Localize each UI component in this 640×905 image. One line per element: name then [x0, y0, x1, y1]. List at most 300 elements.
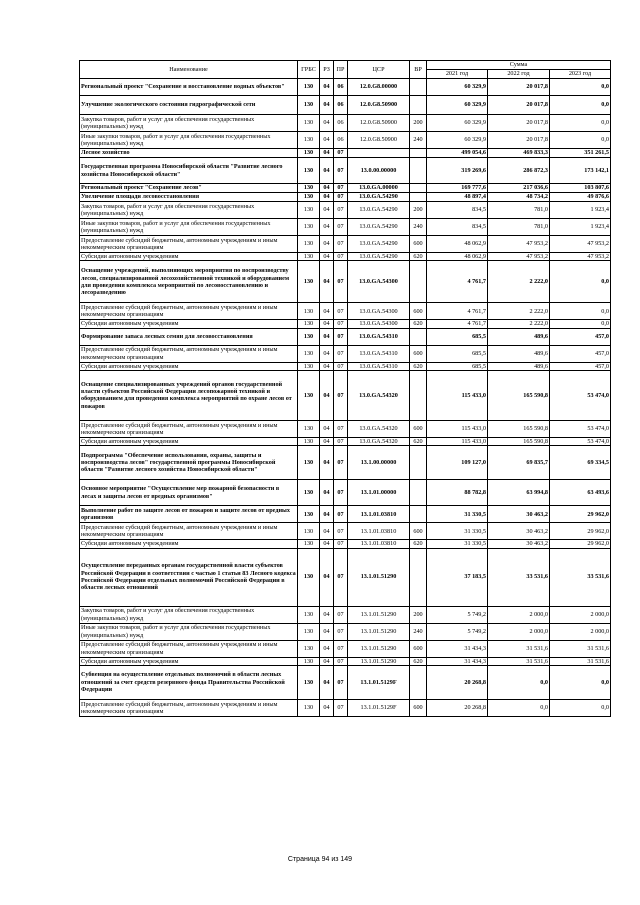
cell-csr: 13.0.GA.54300: [348, 303, 410, 320]
cell-rz: 04: [320, 540, 334, 548]
cell-grbs: 130: [298, 640, 320, 657]
cell-rz: 04: [320, 548, 334, 606]
cell-name: Закупка товаров, работ и услуг для обеспечения государственных (муниципальных) нужд: [80, 202, 298, 219]
table-header-row: [80, 61, 611, 70]
cell-2023: 31 531,6: [550, 640, 611, 657]
cell-name: Предоставление субсидий бюджетным, автономным учреждениям и иным некоммерческим организациям: [80, 699, 298, 716]
cell-2023: 53 474,0: [550, 370, 611, 420]
cell-2021: 31 434,3: [427, 640, 488, 657]
cell-2022: 30 463,2: [488, 523, 550, 540]
budget-document: [79, 60, 610, 717]
cell-csr: 13.0.GA.54310: [348, 345, 410, 362]
table-row: [80, 303, 611, 320]
cell-2023: 47 953,2: [550, 253, 611, 261]
cell-name: Оснащение специализированных учреждений органов государственной власти субъектов Российской Федерации лесопожарной техникой и оборудованием для проведения комплекса мероприятий по охране лесов от пожаров: [80, 370, 298, 420]
cell-grbs: 130: [298, 699, 320, 716]
cell-name: Предоставление субсидий бюджетным, автономным учреждениям и иным некоммерческим организациям: [80, 236, 298, 253]
cell-rz: 04: [320, 623, 334, 640]
cell-vr: [410, 665, 427, 699]
cell-pr: 07: [334, 370, 348, 420]
cell-2022: 63 994,8: [488, 480, 550, 506]
table-row: [80, 79, 611, 96]
cell-grbs: 130: [298, 303, 320, 320]
cell-rz: 04: [320, 303, 334, 320]
cell-vr: 240: [410, 132, 427, 149]
cell-name: Осуществление переданных органам государственной власти субъектов Российской Федерации в соответствии с частью 1 статьи 83 Лесного кодекса Российской Федерации отдельных полномочий Российской Федерации в области лесных отношений: [80, 548, 298, 606]
cell-pr: 07: [334, 446, 348, 480]
cell-csr: 12.0.G8.00000: [348, 79, 410, 96]
cell-grbs: 130: [298, 437, 320, 445]
cell-2022: 20 017,8: [488, 79, 550, 96]
cell-rz: 04: [320, 320, 334, 328]
cell-grbs: 130: [298, 132, 320, 149]
header-rz: РЗ: [320, 61, 334, 79]
cell-vr: [410, 158, 427, 184]
table-row: [80, 506, 611, 523]
cell-2023: 0,0: [550, 261, 611, 303]
cell-2022: 20 017,8: [488, 96, 550, 115]
cell-2022: 165 590,8: [488, 370, 550, 420]
cell-pr: 07: [334, 523, 348, 540]
cell-name: Закупка товаров, работ и услуг для обеспечения государственных (муниципальных) нужд: [80, 115, 298, 132]
cell-rz: 04: [320, 606, 334, 623]
cell-2021: 4 761,7: [427, 303, 488, 320]
cell-vr: 620: [410, 320, 427, 328]
cell-2023: 0,0: [550, 665, 611, 699]
table-row: [80, 437, 611, 445]
cell-pr: 07: [334, 253, 348, 261]
cell-pr: 07: [334, 540, 348, 548]
table-row: [80, 96, 611, 115]
cell-pr: 07: [334, 328, 348, 345]
cell-csr: 13.0.GA.54300: [348, 261, 410, 303]
cell-grbs: 130: [298, 79, 320, 96]
cell-csr: 13.0.GA.00000: [348, 184, 410, 193]
cell-2021: 319 269,6: [427, 158, 488, 184]
cell-2023: 1 923,4: [550, 219, 611, 236]
cell-grbs: 130: [298, 328, 320, 345]
cell-2022: 69 835,7: [488, 446, 550, 480]
cell-2021: 5 749,2: [427, 623, 488, 640]
header-grbs: ГРБС: [298, 61, 320, 79]
table-row: [80, 446, 611, 480]
cell-rz: 04: [320, 149, 334, 158]
cell-csr: 13.1.01.03810: [348, 523, 410, 540]
cell-2022: 2 000,0: [488, 606, 550, 623]
cell-grbs: 130: [298, 202, 320, 219]
cell-2023: 29 962,0: [550, 523, 611, 540]
cell-name: Подпрограмма "Обеспечение использования, охраны, защиты и воспроизводства лесов" государственной программы Новосибирской области "Развитие лесного хозяйства Новосибирской области": [80, 446, 298, 480]
cell-rz: 04: [320, 184, 334, 193]
cell-name: Субсидии автономным учреждениям: [80, 253, 298, 261]
cell-2022: 48 734,2: [488, 193, 550, 202]
cell-2022: 0,0: [488, 665, 550, 699]
cell-pr: 07: [334, 437, 348, 445]
cell-grbs: 130: [298, 540, 320, 548]
cell-vr: 620: [410, 362, 427, 370]
cell-name: Субсидии автономным учреждениям: [80, 362, 298, 370]
cell-2022: 165 590,8: [488, 437, 550, 445]
cell-grbs: 130: [298, 236, 320, 253]
cell-2021: 60 329,9: [427, 79, 488, 96]
cell-grbs: 130: [298, 115, 320, 132]
table-row: [80, 132, 611, 149]
cell-2023: 33 531,6: [550, 548, 611, 606]
cell-2021: 115 433,0: [427, 420, 488, 437]
cell-2021: 60 329,9: [427, 132, 488, 149]
cell-name: Закупка товаров, работ и услуг для обеспечения государственных (муниципальных) нужд: [80, 606, 298, 623]
header-name: Наименование: [80, 61, 298, 79]
cell-grbs: 130: [298, 261, 320, 303]
cell-name: Иные закупки товаров, работ и услуг для обеспечения государственных (муниципальных) нужд: [80, 623, 298, 640]
cell-csr: 13.1.01.5129F: [348, 699, 410, 716]
cell-rz: 04: [320, 362, 334, 370]
cell-name: Субвенция на осуществление отдельных полномочий в области лесных отношений за счет средств резервного фонда Правительства Российской Федерации: [80, 665, 298, 699]
cell-name: Увеличение площади лесовосстановления: [80, 193, 298, 202]
cell-pr: 07: [334, 506, 348, 523]
cell-csr: 13.1.01.51290: [348, 606, 410, 623]
cell-grbs: 130: [298, 446, 320, 480]
table-row: [80, 420, 611, 437]
cell-csr: 13.1.01.00000: [348, 480, 410, 506]
cell-vr: [410, 149, 427, 158]
cell-grbs: 130: [298, 362, 320, 370]
cell-csr: 13.0.GA.54290: [348, 219, 410, 236]
cell-rz: 04: [320, 253, 334, 261]
cell-2021: 834,5: [427, 219, 488, 236]
cell-pr: 07: [334, 362, 348, 370]
cell-grbs: 130: [298, 506, 320, 523]
cell-name: Предоставление субсидий бюджетным, автономным учреждениям и иным некоммерческим организациям: [80, 523, 298, 540]
cell-vr: 200: [410, 115, 427, 132]
table-row: [80, 665, 611, 699]
cell-2023: 53 474,0: [550, 437, 611, 445]
cell-2023: 0,0: [550, 303, 611, 320]
cell-csr: 13.0.GA.54290: [348, 236, 410, 253]
cell-pr: 07: [334, 149, 348, 158]
cell-2023: 0,0: [550, 320, 611, 328]
cell-rz: 04: [320, 236, 334, 253]
cell-name: Субсидии автономным учреждениям: [80, 437, 298, 445]
header-vr: ВР: [410, 61, 427, 79]
table-row: [80, 149, 611, 158]
cell-rz: 04: [320, 370, 334, 420]
cell-2021: 31 330,5: [427, 506, 488, 523]
cell-2023: 53 474,0: [550, 420, 611, 437]
table-row: [80, 523, 611, 540]
cell-vr: [410, 96, 427, 115]
table-row: [80, 253, 611, 261]
cell-grbs: 130: [298, 623, 320, 640]
cell-grbs: 130: [298, 184, 320, 193]
cell-2022: 286 872,3: [488, 158, 550, 184]
table-row: [80, 370, 611, 420]
cell-vr: 240: [410, 219, 427, 236]
cell-pr: 07: [334, 184, 348, 193]
header-year-2023: 2023 год: [550, 70, 611, 79]
cell-vr: 200: [410, 202, 427, 219]
cell-2022: 2 222,0: [488, 320, 550, 328]
cell-vr: 600: [410, 420, 427, 437]
cell-csr: 13.0.GA.54290: [348, 193, 410, 202]
cell-pr: 07: [334, 193, 348, 202]
table-row: [80, 540, 611, 548]
cell-2022: 47 953,2: [488, 236, 550, 253]
cell-2023: 1 923,4: [550, 202, 611, 219]
cell-grbs: 130: [298, 480, 320, 506]
table-row: [80, 480, 611, 506]
cell-pr: 07: [334, 219, 348, 236]
cell-csr: 12.0.G8.50900: [348, 96, 410, 115]
cell-csr: [348, 149, 410, 158]
table-row: [80, 657, 611, 665]
cell-rz: 04: [320, 665, 334, 699]
cell-grbs: 130: [298, 219, 320, 236]
cell-2021: 4 761,7: [427, 320, 488, 328]
cell-vr: 620: [410, 540, 427, 548]
cell-csr: 13.0.GA.54320: [348, 370, 410, 420]
cell-rz: 04: [320, 328, 334, 345]
cell-2021: 20 268,8: [427, 665, 488, 699]
table-row: [80, 202, 611, 219]
header-sum: Сумма: [427, 61, 611, 70]
cell-pr: 07: [334, 699, 348, 716]
table-row: [80, 623, 611, 640]
cell-rz: 04: [320, 437, 334, 445]
cell-2023: 0,0: [550, 79, 611, 96]
cell-2021: 48 062,9: [427, 236, 488, 253]
cell-rz: 04: [320, 219, 334, 236]
cell-vr: 600: [410, 523, 427, 540]
cell-name: Оснащение учреждений, выполняющих мероприятия по воспроизводству лесов, специализированной лесохозяйственной техникой и оборудованием для проведения комплекса мероприятий по лесовосстановлению и лесоразведению: [80, 261, 298, 303]
cell-rz: 04: [320, 202, 334, 219]
cell-2022: 217 036,6: [488, 184, 550, 193]
cell-csr: 13.0.GA.54310: [348, 362, 410, 370]
cell-name: Субсидии автономным учреждениям: [80, 540, 298, 548]
cell-2022: 30 463,2: [488, 540, 550, 548]
cell-2021: 48 062,9: [427, 253, 488, 261]
cell-vr: 600: [410, 303, 427, 320]
cell-2023: 0,0: [550, 699, 611, 716]
cell-vr: 620: [410, 437, 427, 445]
cell-pr: 07: [334, 320, 348, 328]
table-row: [80, 193, 611, 202]
cell-vr: 600: [410, 345, 427, 362]
cell-2023: 63 493,6: [550, 480, 611, 506]
cell-2022: 781,0: [488, 219, 550, 236]
cell-grbs: 130: [298, 345, 320, 362]
cell-name: Иные закупки товаров, работ и услуг для обеспечения государственных (муниципальных) нужд: [80, 132, 298, 149]
cell-name: Государственная программа Новосибирской области "Развитие лесного хозяйства Новосибирской области": [80, 158, 298, 184]
cell-2021: 48 897,4: [427, 193, 488, 202]
cell-vr: 600: [410, 699, 427, 716]
table-row: [80, 184, 611, 193]
cell-2023: 49 876,6: [550, 193, 611, 202]
cell-grbs: 130: [298, 548, 320, 606]
page-number: Страница 94 из 149: [287, 856, 353, 863]
table-row: [80, 606, 611, 623]
cell-rz: 04: [320, 115, 334, 132]
cell-name: Улучшение экологического состояния гидрографической сети: [80, 96, 298, 115]
cell-pr: 07: [334, 665, 348, 699]
cell-2023: 457,0: [550, 362, 611, 370]
cell-pr: 07: [334, 640, 348, 657]
cell-rz: 04: [320, 480, 334, 506]
cell-vr: 600: [410, 640, 427, 657]
cell-name: Региональный проект "Сохранение лесов": [80, 184, 298, 193]
cell-grbs: 130: [298, 665, 320, 699]
cell-2021: 685,5: [427, 362, 488, 370]
cell-grbs: 130: [298, 657, 320, 665]
cell-csr: 13.1.01.03810: [348, 540, 410, 548]
cell-vr: [410, 79, 427, 96]
cell-2022: 2 222,0: [488, 261, 550, 303]
cell-2023: 103 807,6: [550, 184, 611, 193]
cell-pr: 07: [334, 420, 348, 437]
cell-name: Предоставление субсидий бюджетным, автономным учреждениям и иным некоммерческим организациям: [80, 303, 298, 320]
cell-csr: 13.1.01.5129F: [348, 665, 410, 699]
cell-2023: 29 962,0: [550, 540, 611, 548]
cell-2023: 0,0: [550, 96, 611, 115]
cell-vr: [410, 548, 427, 606]
cell-grbs: 130: [298, 370, 320, 420]
cell-pr: 06: [334, 96, 348, 115]
cell-grbs: 130: [298, 523, 320, 540]
header-year-2022: 2022 год: [488, 70, 550, 79]
cell-rz: 04: [320, 345, 334, 362]
budget-table: [79, 60, 611, 717]
cell-csr: 13.1.00.00000: [348, 446, 410, 480]
cell-pr: 07: [334, 548, 348, 606]
cell-rz: 04: [320, 96, 334, 115]
cell-rz: 04: [320, 79, 334, 96]
cell-pr: 06: [334, 115, 348, 132]
cell-2022: 31 531,6: [488, 640, 550, 657]
cell-2021: 115 433,0: [427, 370, 488, 420]
cell-rz: 04: [320, 132, 334, 149]
cell-2021: 5 749,2: [427, 606, 488, 623]
cell-pr: 07: [334, 202, 348, 219]
cell-rz: 04: [320, 420, 334, 437]
cell-name: Предоставление субсидий бюджетным, автономным учреждениям и иным некоммерческим организациям: [80, 420, 298, 437]
header-year-2021: 2021 год: [427, 70, 488, 79]
table-row: [80, 345, 611, 362]
cell-name: Субсидии автономным учреждениям: [80, 657, 298, 665]
cell-2022: 20 017,8: [488, 132, 550, 149]
cell-rz: 04: [320, 506, 334, 523]
cell-csr: 12.0.G8.50900: [348, 132, 410, 149]
cell-2023: 47 953,2: [550, 236, 611, 253]
cell-rz: 04: [320, 640, 334, 657]
cell-vr: [410, 446, 427, 480]
cell-2021: 685,5: [427, 345, 488, 362]
cell-name: Формирование запаса лесных семян для лесовосстановления: [80, 328, 298, 345]
cell-pr: 07: [334, 261, 348, 303]
cell-2022: 489,6: [488, 345, 550, 362]
cell-name: Иные закупки товаров, работ и услуг для обеспечения государственных (муниципальных) нужд: [80, 219, 298, 236]
cell-rz: 04: [320, 657, 334, 665]
cell-pr: 07: [334, 480, 348, 506]
cell-2023: 31 531,6: [550, 657, 611, 665]
cell-csr: 13.1.01.51290: [348, 657, 410, 665]
cell-vr: [410, 193, 427, 202]
cell-rz: 04: [320, 699, 334, 716]
cell-2021: 31 330,5: [427, 523, 488, 540]
cell-csr: 13.0.GA.54310: [348, 328, 410, 345]
cell-grbs: 130: [298, 420, 320, 437]
cell-rz: 04: [320, 261, 334, 303]
table-row: [80, 219, 611, 236]
table-row: [80, 640, 611, 657]
cell-2021: 834,5: [427, 202, 488, 219]
table-row: [80, 699, 611, 716]
cell-vr: 200: [410, 606, 427, 623]
cell-2021: 31 330,5: [427, 540, 488, 548]
table-row: [80, 236, 611, 253]
cell-grbs: 130: [298, 606, 320, 623]
cell-rz: 04: [320, 193, 334, 202]
cell-csr: 13.0.GA.54290: [348, 253, 410, 261]
cell-2021: 499 054,6: [427, 149, 488, 158]
cell-grbs: 130: [298, 96, 320, 115]
table-body: [80, 79, 611, 717]
cell-2022: 489,6: [488, 328, 550, 345]
cell-2023: 457,0: [550, 328, 611, 345]
cell-2021: 109 127,0: [427, 446, 488, 480]
cell-2022: 30 463,2: [488, 506, 550, 523]
table-row: [80, 115, 611, 132]
cell-2022: 33 531,6: [488, 548, 550, 606]
cell-pr: 07: [334, 303, 348, 320]
cell-csr: 13.0.GA.54290: [348, 202, 410, 219]
cell-csr: 13.1.01.51290: [348, 640, 410, 657]
cell-2021: 60 329,9: [427, 96, 488, 115]
cell-vr: [410, 328, 427, 345]
cell-name: Основное мероприятие "Осуществление мер пожарной безопасности в лесах и защиты лесов от вредных организмов": [80, 480, 298, 506]
cell-csr: 13.0.GA.54320: [348, 437, 410, 445]
cell-2023: 2 000,0: [550, 606, 611, 623]
cell-2021: 88 782,8: [427, 480, 488, 506]
cell-pr: 07: [334, 606, 348, 623]
cell-2022: 2 222,0: [488, 303, 550, 320]
cell-2023: 29 962,0: [550, 506, 611, 523]
cell-grbs: 130: [298, 253, 320, 261]
cell-2021: 115 433,0: [427, 437, 488, 445]
cell-vr: [410, 506, 427, 523]
cell-2022: 31 531,6: [488, 657, 550, 665]
cell-name: Лесное хозяйство: [80, 149, 298, 158]
cell-2022: 489,6: [488, 362, 550, 370]
cell-csr: 12.0.G8.50900: [348, 115, 410, 132]
cell-vr: [410, 261, 427, 303]
cell-2023: 2 000,0: [550, 623, 611, 640]
cell-name: Предоставление субсидий бюджетным, автономным учреждениям и иным некоммерческим организациям: [80, 640, 298, 657]
cell-grbs: 130: [298, 158, 320, 184]
cell-vr: [410, 184, 427, 193]
cell-rz: 04: [320, 446, 334, 480]
cell-2021: 60 329,9: [427, 115, 488, 132]
cell-pr: 07: [334, 236, 348, 253]
cell-name: Региональный проект "Сохранение и восстановление водных объектов": [80, 79, 298, 96]
cell-name: Предоставление субсидий бюджетным, автономным учреждениям и иным некоммерческим организациям: [80, 345, 298, 362]
cell-2022: 0,0: [488, 699, 550, 716]
cell-csr: 13.1.01.51290: [348, 623, 410, 640]
cell-2023: 0,0: [550, 132, 611, 149]
cell-grbs: 130: [298, 320, 320, 328]
cell-2021: 20 268,8: [427, 699, 488, 716]
cell-2023: 457,0: [550, 345, 611, 362]
cell-2021: 31 434,3: [427, 657, 488, 665]
